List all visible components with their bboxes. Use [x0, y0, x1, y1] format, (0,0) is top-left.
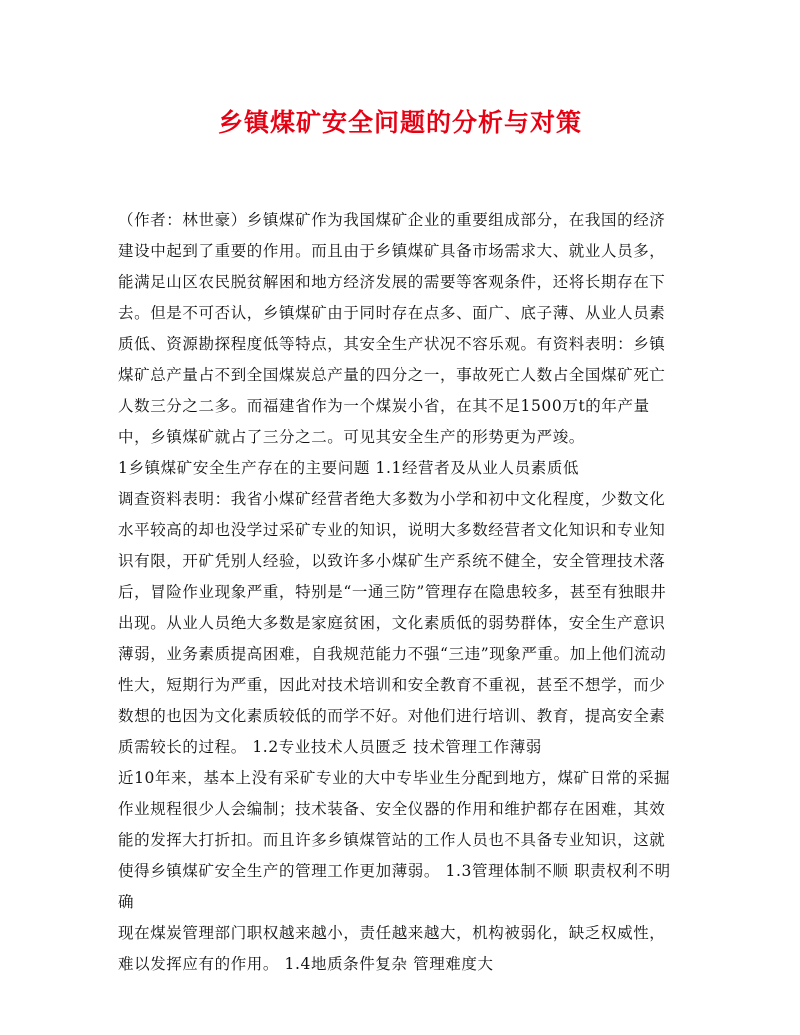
- paragraph-personnel-quality: 调查资料表明：我省小煤矿经营者绝大多数为小学和初中文化程度，少数文化水平较高的却也没学过采矿专业的知识，说明大多数经营者文化知识和专业知识有限，开矿凭别人经验，以致许多小煤矿生产系统不健全，安全管理技术落后，冒险作业现象严重，特别是“一通三防”管理存在隐患较多，甚至有独眼井出现。从业人员绝大多数是家庭贫困，文化素质低的弱势群体，安全生产意识薄弱，业务素质提高困难，自我规范能力不强“三违”现象严重。加上他们流动性大，短期行为严重，因此对技术培训和安全教育不重视，甚至不想学，而少数想的也因为文化素质较低的而学不好。对他们进行培训、教育，提高安全素质需较长的过程。 1.2专业技术人员匮乏 技术管理工作薄弱: [118, 490, 667, 756]
- paragraph-intro: （作者：林世豪）乡镇煤矿作为我国煤矿企业的重要组成部分，在我国的经济建设中起到了重要的作用。而且由于乡镇煤矿具备市场需求大、就业人员多，能满足山区农民脱贫解困和地方经济发展的需要等客观条件，还将长期存在下去。但是不可否认，乡镇煤矿由于同时存在点多、面广、底子薄、从业人员素质低、资源勘探程度低等特点，其安全生产状况不容乐观。有资料表明：乡镇煤矿总产量占不到全国煤炭总产量的四分之一，事故死亡人数占全国煤矿死亡人数三分之二多。而福建省作为一个煤炭小省，在其不足1500万t的年产量中，乡镇煤矿就占了三分之二。可见其安全生产的形势更为严竣。: [118, 211, 666, 446]
- paragraph-management-system: 现在煤炭管理部门职权越来越小，责任越来越大，机构被弱化，缺乏权威性，难以发挥应有的作用。 1.4地质条件复杂 管理难度大: [118, 924, 666, 973]
- document-body: [118, 205, 676, 980]
- paragraph-technical-staff: 近10年来，基本上没有采矿专业的大中专毕业生分配到地方，煤矿日常的采掘作业规程很少人会编制；技术装备、安全仪器的作用和维护都存在困难，其效能的发挥大打折扣。而且许多乡镇煤管站的工作人员也不具备专业知识，这就使得乡镇煤矿安全生产的管理工作更加薄弱。 1.3管理体制不顺 职责权利不明确: [118, 769, 671, 911]
- section-heading-1: 1乡镇煤矿安全生产存在的主要问题 1.1经营者及从业人员素质低: [118, 459, 580, 477]
- document-title: 乡镇煤矿安全问题的分析与对策: [217, 108, 582, 137]
